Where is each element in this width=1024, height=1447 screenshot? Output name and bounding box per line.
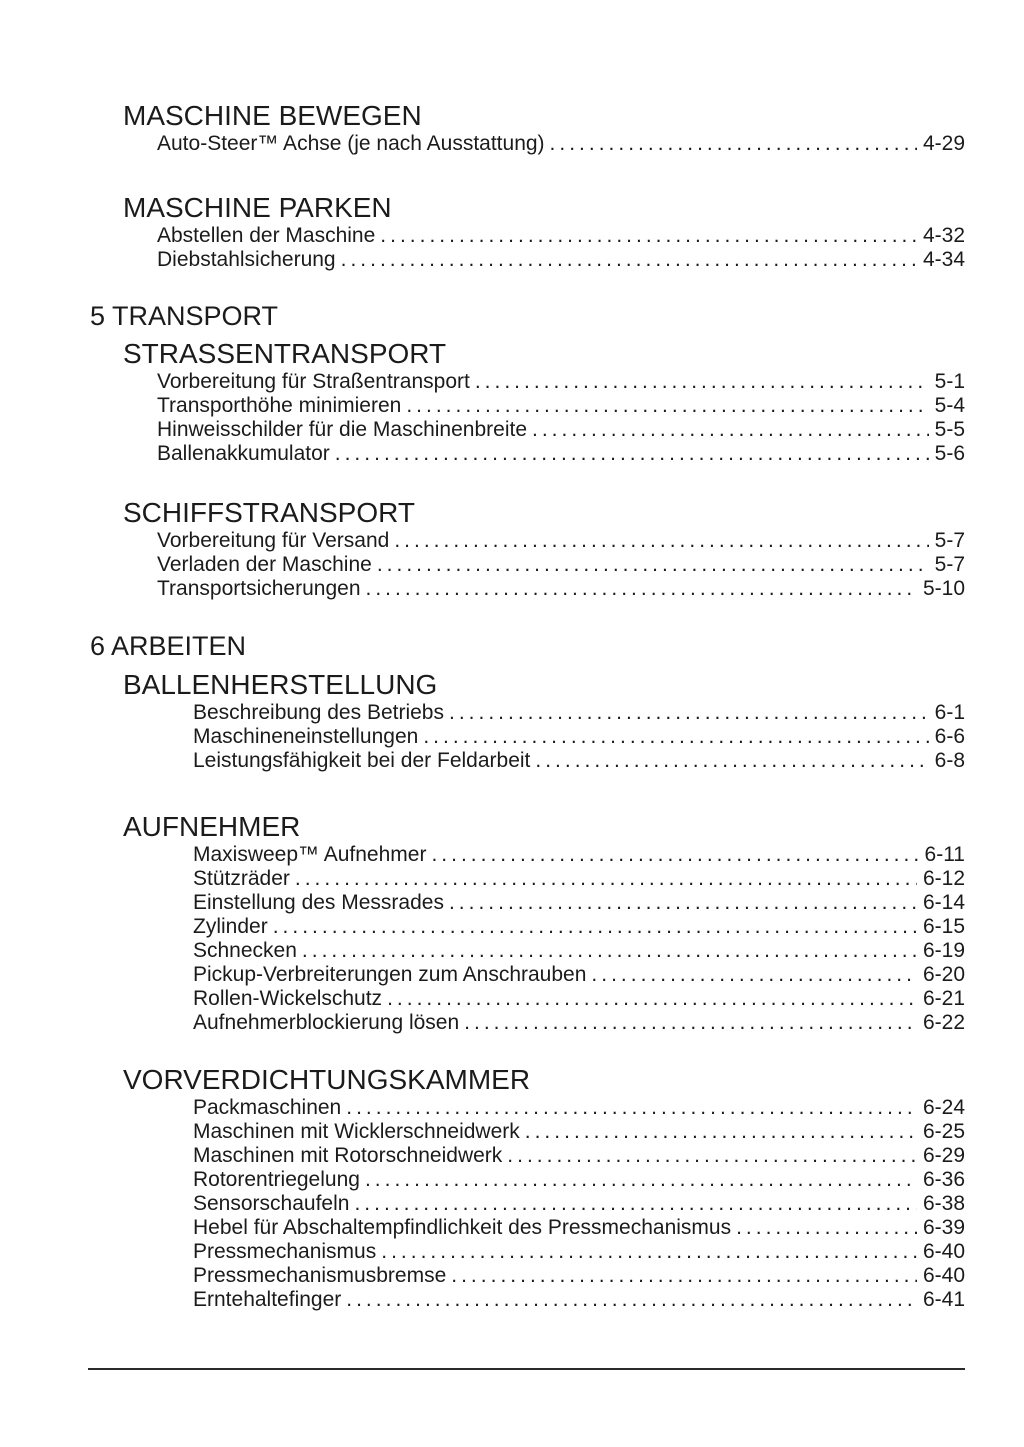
toc-entry (157, 553, 965, 577)
toc-entry (193, 867, 965, 891)
toc-entry-title: Zylinder (193, 915, 268, 938)
toc-entry-page: 5-7 (934, 529, 965, 552)
toc-entry-page: 6-39 (922, 1216, 965, 1239)
toc-leader-dots (591, 963, 917, 987)
toc-entry-title: Leistungsfähigkeit bei der Feldarbeit (193, 749, 531, 772)
toc-leader-dots (295, 867, 917, 891)
toc-entry (193, 1216, 965, 1240)
toc-entry-title: Rollen-Wickelschutz (193, 987, 383, 1010)
toc-leader-dots (377, 553, 929, 577)
toc-leader-dots (431, 843, 918, 867)
toc-entry-title: Hinweisschilder für die Maschinenbreite (157, 418, 528, 441)
toc-entry-title: Diebstahlsicherung (157, 248, 336, 271)
toc-entry-page: 6-14 (922, 891, 965, 914)
toc-entry (193, 843, 965, 867)
toc-entry-page: 4-32 (922, 224, 965, 247)
toc-entry-title: Pressmechanismus (193, 1240, 377, 1263)
toc-entry (193, 1192, 965, 1216)
toc-entry (157, 394, 965, 418)
toc-entry-title: Maxisweep™ Aufnehmer (193, 843, 427, 866)
toc-leader-dots (366, 577, 917, 601)
toc-entry (193, 963, 965, 987)
toc-entry (193, 915, 965, 939)
toc-entry (193, 987, 965, 1011)
toc-entry-title: Vorbereitung für Straßentransport (157, 370, 470, 393)
toc-entry-title: Pickup-Verbreiterungen zum Anschrauben (193, 963, 587, 986)
toc-entry-page: 6-41 (922, 1288, 965, 1311)
toc-leader-dots (449, 701, 929, 725)
toc-entry-page: 6-21 (922, 987, 965, 1010)
toc-entry-page: 6-40 (922, 1264, 965, 1287)
toc-entry-page: 5-5 (934, 418, 965, 441)
toc-leader-dots (273, 915, 917, 939)
toc-entry-title: Vorbereitung für Versand (157, 529, 390, 552)
toc-entry (193, 701, 965, 725)
toc-leader-dots (423, 725, 928, 749)
toc-entry-page: 5-10 (922, 577, 965, 600)
toc-section-heading: MASCHINE BEWEGEN (123, 100, 422, 131)
toc-entry-page: 5-6 (934, 442, 965, 465)
toc-leader-dots (464, 1011, 917, 1035)
toc-entry (157, 224, 965, 248)
toc-leader-dots (365, 1168, 917, 1192)
toc-entry (193, 1144, 965, 1168)
toc-entry (157, 418, 965, 442)
toc-leader-dots (550, 132, 917, 156)
toc-entry (193, 725, 965, 749)
toc-entry-title: Aufnehmerblockierung lösen (193, 1011, 460, 1034)
toc-entry (193, 1264, 965, 1288)
toc-entry-title: Transportsicherungen (157, 577, 361, 600)
toc-leader-dots (535, 749, 928, 773)
toc-entry-title: Auto-Steer™ Achse (je nach Ausstattung) (157, 132, 545, 155)
toc-leader-dots (346, 1288, 917, 1312)
toc-entry-page: 6-25 (922, 1120, 965, 1143)
toc-section-heading: STRASSENTRANSPORT (123, 338, 447, 369)
toc-section-heading: VORVERDICHTUNGSKAMMER (123, 1064, 531, 1095)
toc-entry-page: 5-1 (934, 370, 965, 393)
footer-divider-line (88, 1368, 965, 1370)
toc-entry (193, 1168, 965, 1192)
toc-entry (157, 132, 965, 156)
toc-entry-title: Verladen der Maschine (157, 553, 372, 576)
toc-entry-title: Hebel für Abschaltempfindlichkeit des Pressmechanismus (193, 1216, 732, 1239)
toc-leader-dots (475, 370, 929, 394)
toc-entry (193, 1240, 965, 1264)
toc-chapter-heading: 5 TRANSPORT (90, 301, 279, 331)
toc-leader-dots (302, 939, 917, 963)
toc-leader-dots (406, 394, 928, 418)
toc-leader-dots (525, 1120, 917, 1144)
toc-entry (157, 248, 965, 272)
toc-section-heading: MASCHINE PARKEN (123, 192, 392, 223)
toc-entry-title: Maschinen mit Rotorschneidwerk (193, 1144, 503, 1167)
toc-entry-page: 6-36 (922, 1168, 965, 1191)
toc-entry (193, 1011, 965, 1035)
toc-entry-page: 4-29 (922, 132, 965, 155)
toc-leader-dots (335, 442, 929, 466)
toc-entry-page: 6-29 (922, 1144, 965, 1167)
toc-entry (193, 1096, 965, 1120)
toc-leader-dots (346, 1096, 917, 1120)
toc-entry-page: 6-1 (934, 701, 965, 724)
toc-entry-title: Transporthöhe minimieren (157, 394, 402, 417)
toc-entry-title: Maschineneinstellungen (193, 725, 419, 748)
toc-section-heading: SCHIFFSTRANSPORT (123, 497, 415, 528)
toc-leader-dots (451, 1264, 917, 1288)
toc-entry-title: Stützräder (193, 867, 290, 890)
toc-entry-page: 6-40 (922, 1240, 965, 1263)
toc-entry-page: 6-15 (922, 915, 965, 938)
toc-entry (157, 442, 965, 466)
toc-entry-title: Einstellung des Messrades (193, 891, 444, 914)
toc-entry-title: Abstellen der Maschine (157, 224, 376, 247)
toc-leader-dots (381, 1240, 917, 1264)
toc-leader-dots (380, 224, 917, 248)
toc-entry-title: Sensorschaufeln (193, 1192, 350, 1215)
toc-leader-dots (736, 1216, 917, 1240)
toc-leader-dots (449, 891, 917, 915)
toc-entry-title: Pressmechanismusbremse (193, 1264, 447, 1287)
toc-entry-title: Beschreibung des Betriebs (193, 701, 444, 724)
toc-entry (193, 749, 965, 773)
toc-entry-title: Erntehaltefinger (193, 1288, 342, 1311)
toc-entry (193, 891, 965, 915)
toc-entry-title: Ballenakkumulator (157, 442, 330, 465)
toc-entry-page: 6-20 (922, 963, 965, 986)
toc-leader-dots (341, 248, 917, 272)
toc-entry-page: 5-7 (934, 553, 965, 576)
toc-entry (193, 1288, 965, 1312)
toc-entry (193, 939, 965, 963)
toc-entry (157, 577, 965, 601)
toc-leader-dots (387, 987, 917, 1011)
toc-section-heading: BALLENHERSTELLUNG (123, 669, 438, 700)
toc-leader-dots (532, 418, 929, 442)
toc-entry-page: 6-19 (922, 939, 965, 962)
toc-entry-page: 6-11 (924, 843, 965, 866)
toc-leader-dots (394, 529, 928, 553)
toc-entry-title: Schnecken (193, 939, 297, 962)
toc-leader-dots (354, 1192, 917, 1216)
toc-entry-page: 6-22 (922, 1011, 965, 1034)
toc-entry (157, 370, 965, 394)
toc-entry-title: Rotorentriegelung (193, 1168, 360, 1191)
toc-entry-page: 6-38 (922, 1192, 965, 1215)
toc-entry-page: 4-34 (922, 248, 965, 271)
toc-section-heading: AUFNEHMER (123, 811, 301, 842)
toc-entry (193, 1120, 965, 1144)
toc-entry-page: 5-4 (934, 394, 965, 417)
toc-entry-title: Maschinen mit Wicklerschneidwerk (193, 1120, 520, 1143)
toc-entry-page: 6-12 (922, 867, 965, 890)
toc-chapter-heading: 6 ARBEITEN (90, 631, 247, 661)
toc-entry-page: 6-24 (922, 1096, 965, 1119)
toc-entry (157, 529, 965, 553)
toc-entry-title: Packmaschinen (193, 1096, 342, 1119)
toc-leader-dots (507, 1144, 917, 1168)
toc-entry-page: 6-8 (934, 749, 965, 772)
toc-entry-page: 6-6 (934, 725, 965, 748)
